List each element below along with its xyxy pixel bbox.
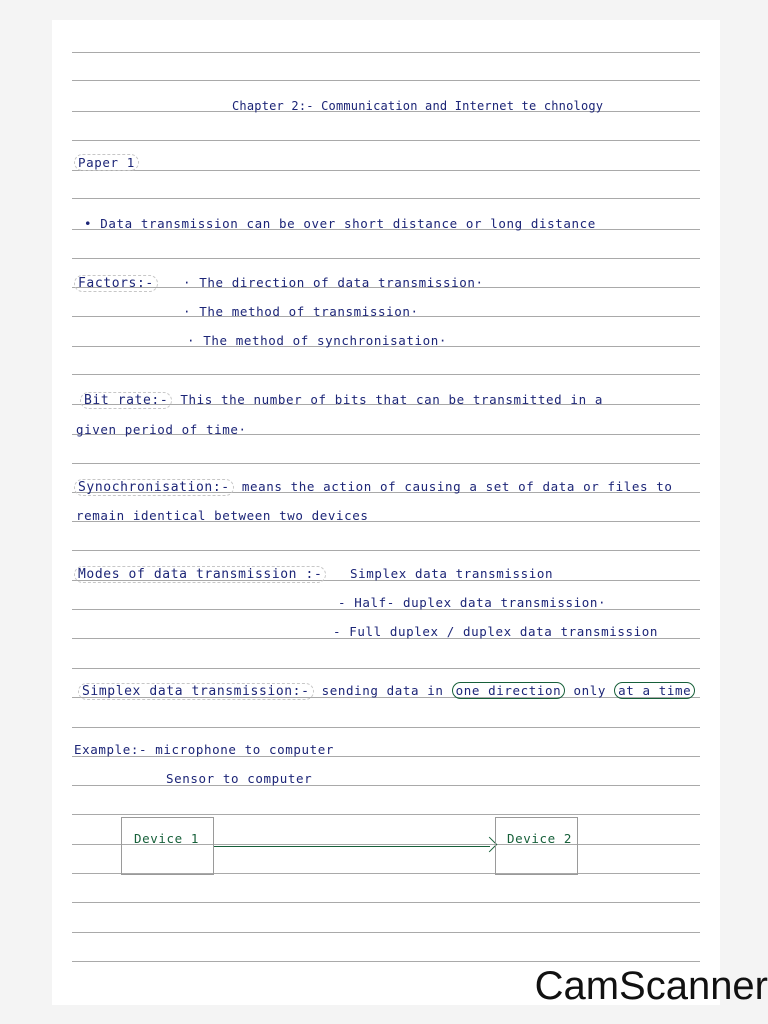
at-a-time-circled: at a time: [614, 682, 695, 699]
sync-text-cont: remain identical between two devices: [76, 508, 369, 523]
modes-heading: [74, 567, 326, 582]
data-transmission-note: • Data transmission can be over short distance or long distance: [84, 216, 596, 231]
simplex-text-b: only: [565, 683, 615, 698]
mode-item-1: Simplex data transmission: [350, 566, 554, 581]
example-line-2: Sensor to computer: [166, 771, 313, 786]
mode-item-2: - Half- duplex data transmission·: [338, 595, 607, 610]
sync-text: means the action of causing a set of data or files to: [233, 479, 673, 494]
factors-label: Factors:-: [74, 275, 158, 292]
device-2-box: [495, 817, 578, 875]
factors-heading: [74, 276, 158, 291]
camscanner-watermark: CamScanner: [534, 964, 768, 1008]
device-2-label: Device 2: [507, 831, 573, 846]
sync-definition: [74, 480, 672, 495]
simplex-text-a: sending data in: [313, 683, 452, 698]
bitrate-text: This the number of bits that can be transmitted in a: [172, 392, 603, 407]
example-heading: [74, 743, 334, 757]
factor-item-2: · The method of transmission·: [183, 304, 419, 319]
arrow-line: [214, 846, 490, 847]
paper-heading: [74, 156, 139, 170]
page-title: Chapter 2:- Communication and Internet te chnology: [232, 99, 604, 113]
mode-item-3: - Full duplex / duplex data transmission: [333, 624, 659, 639]
one-direction-circled: one direction: [452, 682, 566, 699]
modes-label: Modes of data transmission :-: [74, 566, 326, 583]
sync-label: Synochronisation:-: [74, 479, 234, 496]
device-1-label: Device 1: [134, 831, 200, 846]
factor-item-1: · The direction of data transmission·: [183, 275, 484, 290]
paper-label: Paper 1: [74, 154, 139, 171]
example-label: Example:-: [74, 742, 148, 757]
bitrate-definition: [80, 393, 603, 408]
bitrate-label: Bit rate:-: [80, 392, 172, 409]
example-line-1: microphone to computer: [147, 742, 335, 757]
device-1-box: [121, 817, 214, 875]
simplex-label: Simplex data transmission:-: [78, 683, 314, 700]
factor-item-3: · The method of synchronisation·: [187, 333, 448, 348]
bitrate-text-cont: given period of time·: [76, 422, 247, 437]
simplex-definition: [78, 684, 695, 699]
